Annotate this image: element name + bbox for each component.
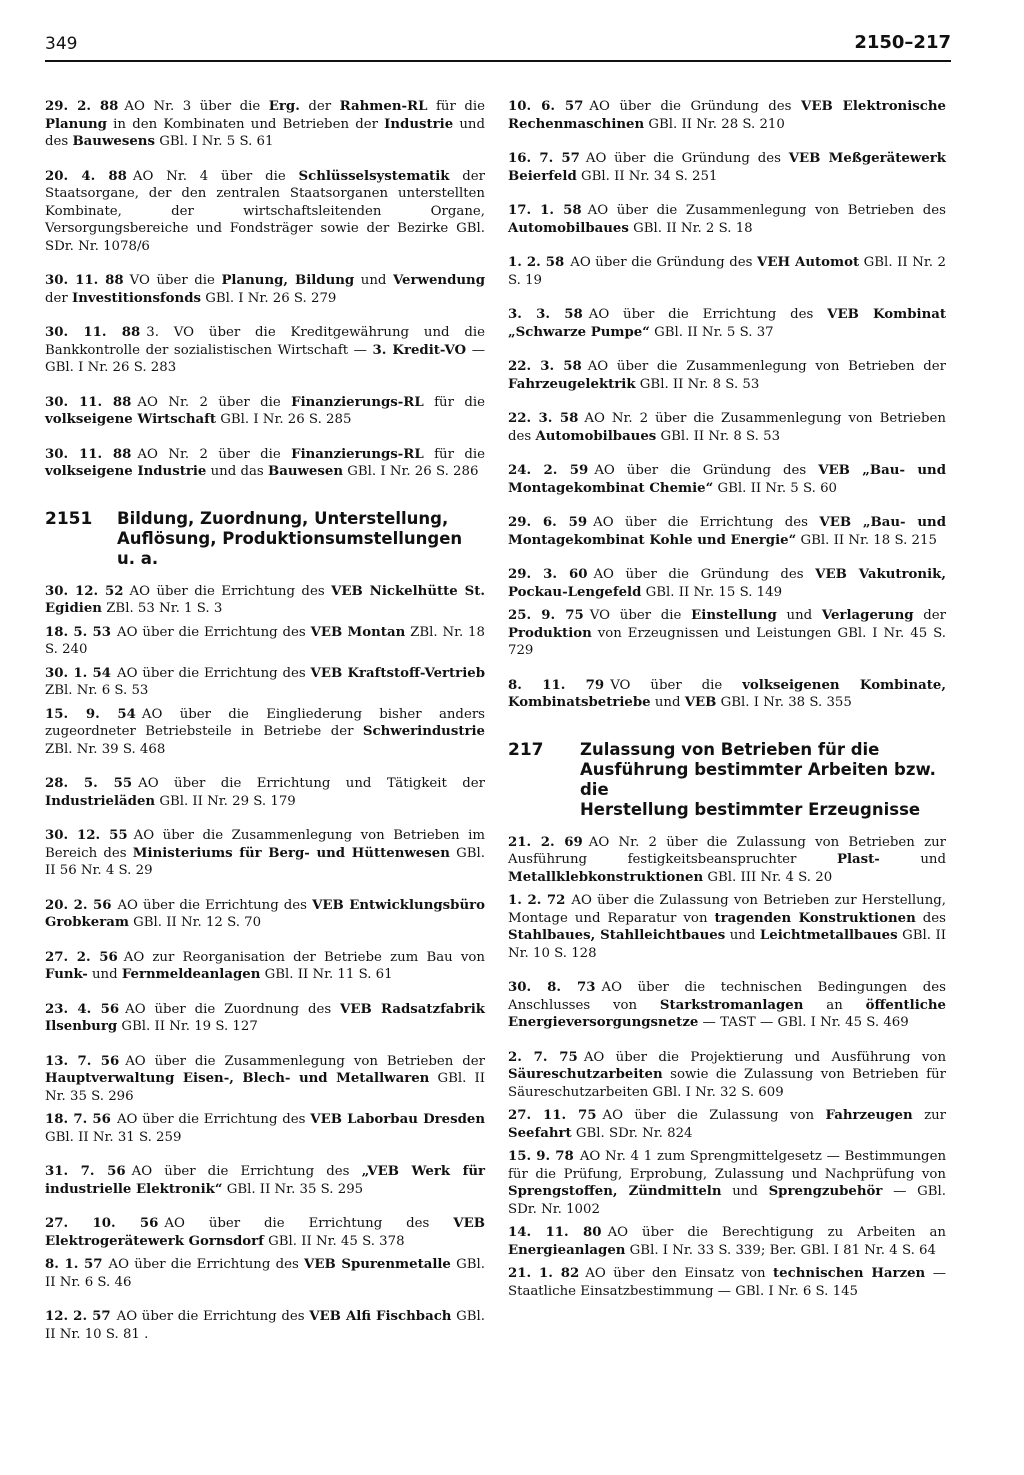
entry-text: AO über die Errichtung des „VEB Werk für industrielle Elektronik“ GBl. II Nr. 35 S. 295 [45, 1164, 485, 1197]
register-entry [45, 665, 485, 700]
entry-text: 3. VO über die Kreditgewährung und die Bankkontrolle der sozialistischen Wirtschaft — 3. Kredit-VO — GBl. I Nr. 26 S. 283 [45, 325, 485, 375]
register-entry [508, 1148, 946, 1218]
entry-text: AO über den Einsatz von technischen Harzen — Staatliche Einsatzbestimmung — GBl. I Nr. 6 S. 145 [508, 1266, 946, 1299]
section-title-line: Zulassung von Betrieben für die [580, 739, 880, 759]
section-217-heading [508, 740, 946, 820]
entry-date: 30. 11. 88 [45, 325, 141, 340]
section-number: 2151 [45, 508, 93, 529]
section-title [580, 740, 946, 820]
entry-text: AO über die Gründung des VEH Automot GBl. II Nr. 2 S. 19 [508, 255, 946, 288]
register-entry [508, 1107, 946, 1142]
entry-text: AO über die Errichtung des VEB Laborbau Dresden GBl. II Nr. 31 S. 259 [45, 1112, 485, 1145]
entry-text: AO über die Zulassung von Fahrzeugen zur Seefahrt GBl. SDr. Nr. 824 [508, 1108, 946, 1141]
entry-date: 22. 3. 58 [508, 411, 579, 426]
entry-text: AO über die Gründung des VEB Meßgerätewerk Beierfeld GBl. II Nr. 34 S. 251 [508, 151, 946, 184]
section-title-line: Bildung, Zuordnung, Unterstellung, [117, 508, 449, 528]
entry-date: 18. 7. 56 [45, 1112, 111, 1127]
entry-text: AO über die Zusammenlegung von Betrieben im Bereich des Ministeriums für Berg- und Hüttenwesen GBl. II 56 Nr. 4 S. 29 [45, 828, 486, 878]
section-2151-heading [45, 509, 485, 569]
entry-text: AO über die Errichtung des VEB „Bau- und Montagekombinat Kohle und Energie“ GBl. II Nr. 18 S. 215 [508, 515, 946, 548]
entry-date: 15. 9. 54 [45, 706, 136, 722]
entry-text: AO Nr. 4 1 zum Sprengmittelgesetz — Bestimmungen für die Prüfung, Erprobung, Zulassung und Nachprüfung von Sprengstoffen, Zündmitteln und Sprengzubehör — GBl. SDr. Nr. 1002 [508, 1149, 947, 1217]
page-number: 349 [45, 34, 78, 54]
entry-date: 29. 2. 88 [45, 99, 119, 114]
register-entry [508, 410, 946, 445]
entry-text: AO über die Errichtung des VEB Nickelhütte St. Egidien ZBl. 53 Nr. 1 S. 3 [45, 583, 485, 616]
entry-text: AO über die Eingliederung bisher anders zugeordneter Betriebsteile in Betriebe der Schwerindustrie ZBl. Nr. 39 S. 468 [45, 706, 485, 757]
entry-text: AO über die Gründung des VEB Elektronische Rechenmaschinen GBl. II Nr. 28 S. 210 [508, 99, 946, 132]
entry-text: AO über die Zusammenlegung von Betrieben der Fahrzeugelektrik GBl. II Nr. 8 S. 53 [508, 359, 946, 392]
entry-date: 30. 11. 88 [45, 446, 132, 462]
entry-date: 10. 6. 57 [508, 99, 584, 114]
header-rule [45, 60, 951, 62]
section-title-line: Auflösung, Produktionsumstellungen u. a. [117, 528, 463, 568]
entry-text: AO über die Projektierung und Ausführung von Säureschutzarbeiten sowie die Zulassung von Betrieben für Säureschutzarbeiten GBl. I Nr. 32 S. 609 [508, 1049, 947, 1100]
entry-date: 27. 2. 56 [45, 949, 118, 965]
register-entry [508, 254, 946, 289]
register-entry [508, 979, 946, 1032]
register-entry [508, 834, 946, 887]
entry-date: 24. 2. 59 [508, 463, 589, 478]
register-entry [45, 272, 485, 307]
entry-text: AO über die Errichtung und Tätigkeit der Industrieläden GBl. II Nr. 29 S. 179 [45, 776, 485, 809]
entry-text: AO über die Berechtigung zu Arbeiten an Energieanlagen GBl. I Nr. 33 S. 339; Ber. GBl. I 81 Nr. 4 S. 64 [508, 1225, 946, 1258]
entry-date: 8. 1. 57 [45, 1257, 103, 1272]
register-entry [508, 514, 946, 549]
page-header [45, 30, 951, 60]
right-entries [508, 98, 946, 712]
register-entry [45, 827, 485, 880]
entry-text: VO über die volkseigenen Kombinate, Kombinatsbetriebe und VEB GBl. I Nr. 38 S. 355 [508, 677, 946, 710]
register-entry [508, 1224, 946, 1259]
entry-date: 12. 2. 57 [45, 1309, 111, 1324]
entry-date: 17. 1. 58 [508, 203, 582, 218]
register-entry [508, 202, 946, 237]
entry-date: 31. 7. 56 [45, 1164, 126, 1179]
register-entry [45, 1163, 485, 1198]
entry-date: 30. 11. 88 [45, 394, 132, 410]
entry-date: 30. 1. 54 [45, 665, 112, 681]
entry-date: 1. 2. 72 [508, 893, 566, 908]
entry-text: AO Nr. 2 über die Zulassung von Betrieben zur Ausführung festigkeitsbeanspruchter Plast- und Metallklebkonstruktionen GBl. III Nr. 4 S. 20 [508, 834, 946, 885]
entry-date: 18. 5. 53 [45, 624, 112, 640]
register-entry [45, 706, 485, 759]
entry-date: 3. 3. 58 [508, 307, 583, 322]
entry-text: AO über die Zusammenlegung von Betrieben der Hauptverwaltung Eisen-, Blech- und Metallwaren GBl. II Nr. 35 S. 296 [45, 1053, 485, 1104]
register-entry [45, 1308, 485, 1343]
register-entry [45, 1053, 485, 1106]
register-entry [508, 358, 946, 393]
entry-text: VO über die Planung, Bildung und Verwendung der Investitionsfonds GBl. I Nr. 26 S. 279 [45, 273, 486, 306]
left-column [45, 98, 485, 1360]
entry-date: 1. 2. 58 [508, 255, 565, 270]
entry-text: AO über die Errichtung des VEB Entwicklungsbüro Grobkeram GBl. II Nr. 12 S. 70 [45, 897, 485, 930]
entry-text: AO über die Gründung des VEB „Bau- und Montagekombinat Chemie“ GBl. II Nr. 5 S. 60 [508, 463, 946, 496]
entry-text: AO über die Errichtung des VEB Spurenmetalle GBl. II Nr. 6 S. 46 [45, 1257, 485, 1290]
entry-text: AO Nr. 4 über die Schlüsselsystematik der Staatsorgane, der den zentralen Staatsorganen unterstellten Kombinate, der wirtschaftsleitenden Organe, Versorgungsbereiche und Fondsträger sowie der Bezirke GBl. SDr. Nr. 1078/6 [45, 168, 485, 254]
entry-text: AO über die Errichtung des VEB Kombinat „Schwarze Pumpe“ GBl. II Nr. 5 S. 37 [508, 307, 947, 340]
entry-text: AO über die Zuordnung des VEB Radsatzfabrik Ilsenburg GBl. II Nr. 19 S. 127 [45, 1001, 485, 1034]
entry-date: 23. 4. 56 [45, 1001, 120, 1017]
entry-text: AO zur Reorganisation der Betriebe zum Bau von Funk- und Fernmeldeanlagen GBl. II Nr. 11 S. 61 [45, 949, 485, 982]
register-entry [45, 624, 485, 659]
register-entry [508, 677, 946, 712]
register-entry [508, 1265, 946, 1300]
register-entry [508, 150, 946, 185]
entry-date: 13. 7. 56 [45, 1053, 120, 1069]
entry-date: 14. 11. 80 [508, 1225, 602, 1240]
entry-text: AO über die Errichtung des VEB Kraftstoff-Vertrieb ZBl. Nr. 6 S. 53 [45, 665, 486, 698]
register-entry [508, 892, 946, 962]
register-entry [45, 1256, 485, 1291]
entry-date: 25. 9. 75 [508, 608, 584, 623]
entry-date: 22. 3. 58 [508, 359, 582, 374]
register-entry [508, 566, 946, 601]
entry-date: 27. 11. 75 [508, 1108, 597, 1123]
register-entry [508, 462, 946, 497]
section-title [117, 509, 485, 569]
entry-date: 30. 12. 52 [45, 583, 124, 599]
entry-text: AO über die Errichtung des VEB Alfi Fischbach GBl. II Nr. 10 S. 81 . [45, 1309, 486, 1342]
entry-date: 21. 1. 82 [508, 1266, 580, 1281]
entry-date: 29. 6. 59 [508, 515, 588, 530]
entry-date: 30. 12. 55 [45, 828, 128, 843]
entry-text: AO Nr. 2 über die Finanzierungs-RL für die volkseigene Wirtschaft GBl. I Nr. 26 S. 285 [45, 394, 485, 427]
entry-date: 16. 7. 57 [508, 151, 580, 166]
entry-text: AO über die technischen Bedingungen des Anschlusses von Starkstromanlagen an öffentliche Energieversorgungsnetze — TAST — GBl. I Nr. 45 S. 469 [508, 980, 946, 1030]
register-entry [45, 897, 485, 932]
section-title-line: Ausführung bestimmter Arbeiten bzw. die [580, 759, 936, 799]
register-entry [45, 949, 485, 984]
register-entry [508, 1049, 946, 1102]
entry-date: 8. 11. 79 [508, 677, 605, 693]
entry-text: AO Nr. 2 über die Zusammenlegung von Betrieben des Automobilbaues GBl. II Nr. 8 S. 53 [508, 411, 946, 444]
entry-date: 20. 4. 88 [45, 168, 127, 184]
section-number: 217 [508, 739, 544, 760]
entry-date: 30. 11. 88 [45, 273, 124, 288]
entry-date: 2. 7. 75 [508, 1049, 578, 1065]
register-entry [508, 306, 946, 341]
entry-text: AO Nr. 3 über die Erg. der Rahmen-RL für die Planung in den Kombinaten und Betrieben der Industrie und des Bauwesens GBl. I Nr. 5 S. 61 [45, 99, 485, 149]
entry-text: AO über die Errichtung des VEB Elektrogerätewerk Gornsdorf GBl. II Nr. 45 S. 378 [45, 1216, 485, 1249]
left-entries [45, 98, 485, 481]
register-entry [45, 1111, 485, 1146]
entry-text: AO über die Zulassung von Betrieben zur Herstellung, Montage und Reparatur von tragenden Konstruktionen des Stahlbaues, Stahlleichtbaues und Leichtmetallbaues GBl. II Nr. 10 S. 128 [508, 893, 946, 961]
register-entry [508, 98, 946, 133]
entry-text: AO Nr. 2 über die Finanzierungs-RL für die volkseigene Industrie und das Bauwesen GBl. I Nr. 26 S. 286 [45, 446, 485, 479]
entry-date: 28. 5. 55 [45, 776, 133, 791]
section-title-line: Herstellung bestimmter Erzeugnisse [580, 799, 921, 819]
entry-text: AO über die Gründung des VEB Vakutronik, Pockau-Lengefeld GBl. II Nr. 15 S. 149 [508, 567, 946, 600]
entry-date: 30. 8. 73 [508, 980, 596, 995]
register-entry [45, 1001, 485, 1036]
section-2151-entries [45, 583, 485, 1344]
register-entry [45, 324, 485, 377]
entry-text: AO über die Errichtung des VEB Montan ZBl. Nr. 18 S. 240 [45, 624, 485, 657]
register-entry [45, 168, 485, 256]
entry-text: VO über die Einstellung und Verlagerung der Produktion von Erzeugnissen und Leistungen GBl. I Nr. 45 S. 729 [508, 608, 947, 658]
register-entry [45, 775, 485, 810]
register-entry [45, 98, 485, 151]
register-entry [45, 446, 485, 481]
register-entry [45, 583, 485, 618]
page-code: 2150–217 [854, 32, 951, 53]
register-entry [508, 607, 946, 660]
entry-date: 29. 3. 60 [508, 567, 588, 582]
entry-text: AO über die Zusammenlegung von Betrieben des Automobilbaues GBl. II Nr. 2 S. 18 [508, 203, 946, 236]
entry-date: 21. 2. 69 [508, 834, 583, 850]
register-entry [45, 1215, 485, 1250]
entry-date: 20. 2. 56 [45, 897, 112, 913]
right-column [508, 98, 946, 1317]
entry-date: 15. 9. 78 [508, 1149, 574, 1164]
entry-date: 27. 10. 56 [45, 1216, 159, 1231]
register-entry [45, 394, 485, 429]
section-217-entries [508, 834, 946, 1301]
